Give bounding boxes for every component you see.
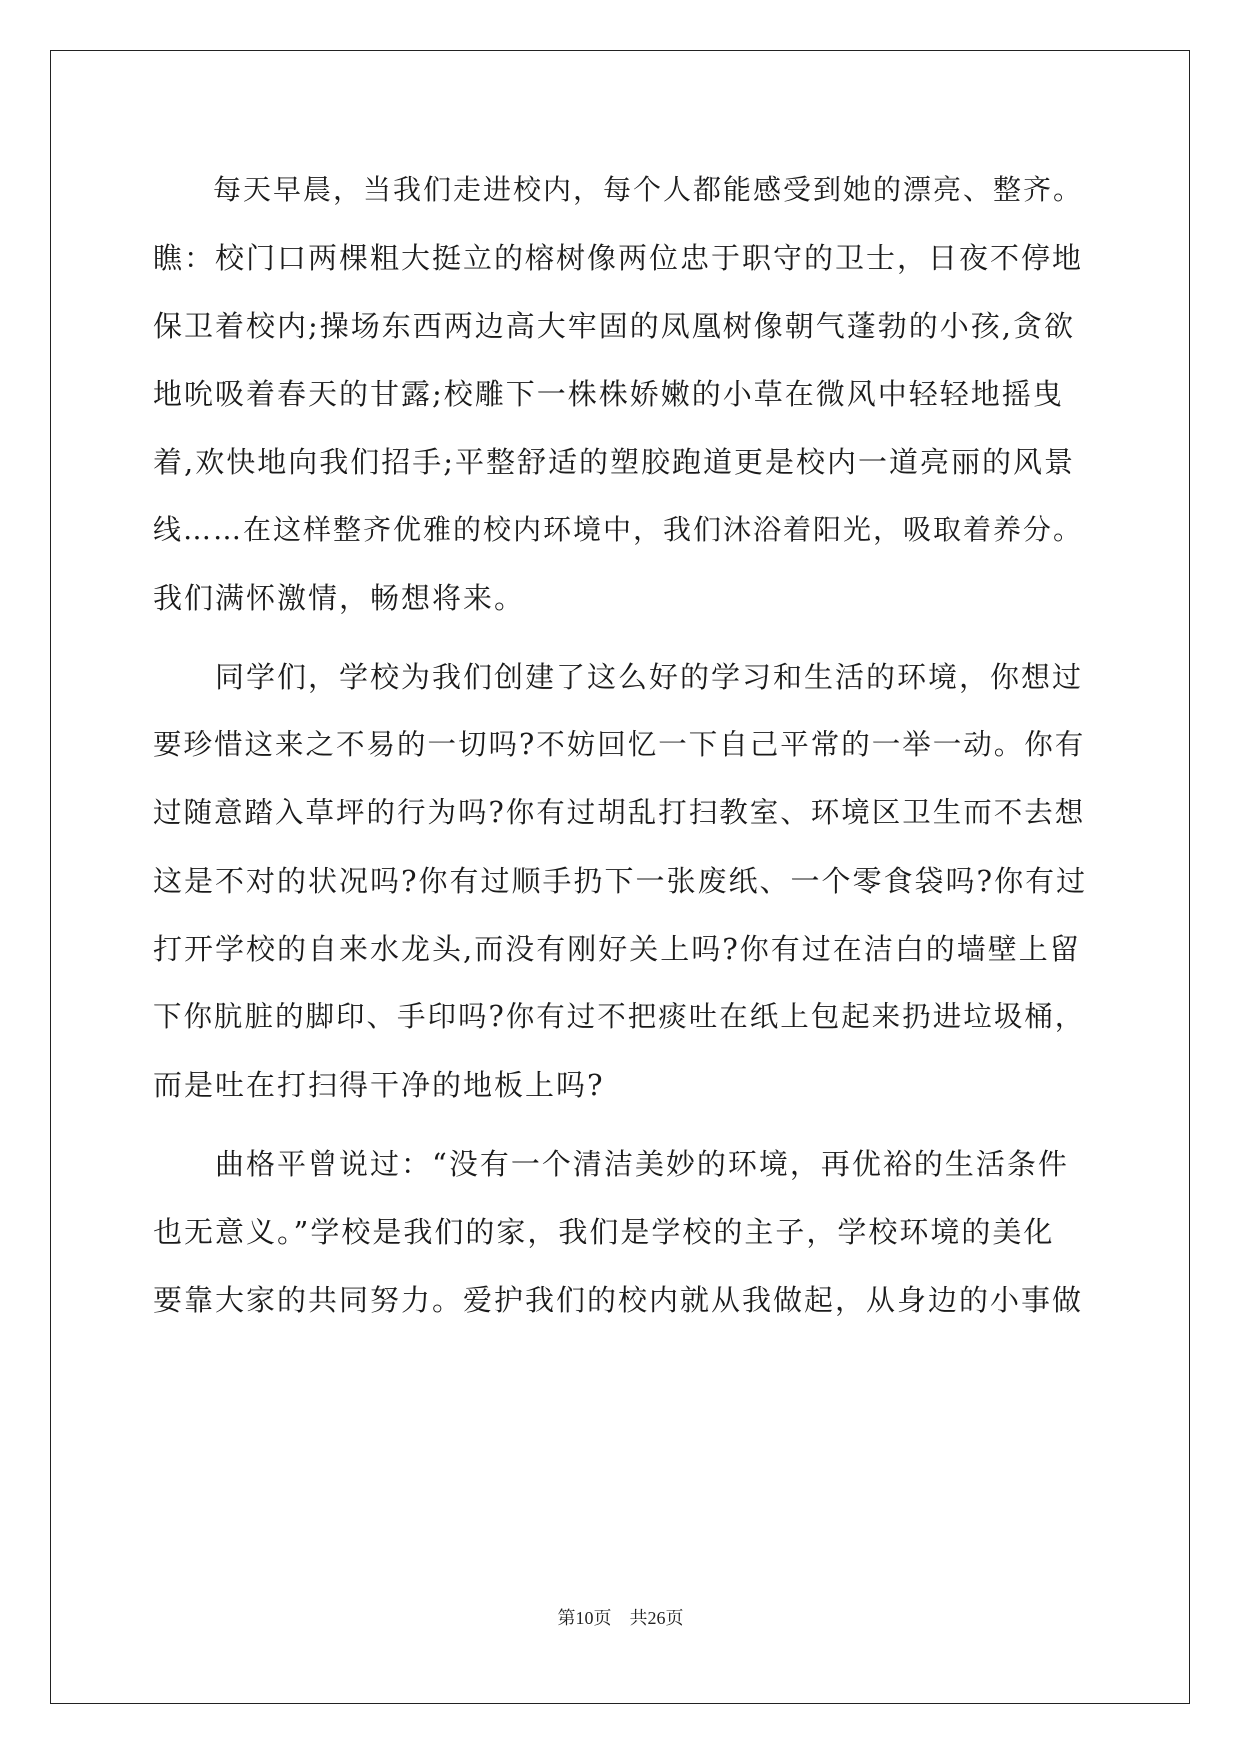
text-line: 过随意踏入草坪的行为吗?你有过胡乱打扫教室、环境区卫生而不去想 <box>153 796 1086 829</box>
text-line: 也无意义。”学校是我们的家，我们是学校的主子，学校环境的美化 <box>153 1215 1055 1249</box>
text-line: 而是吐在打扫得干净的地板上吗? <box>153 1068 605 1102</box>
text-line: 这是不对的状况吗?你有过顺手扔下一张废纸、一个零食袋吗?你有过 <box>153 864 1088 898</box>
text-line: 曲格平曾说过：“没有一个清洁美妙的环境，再优裕的生活条件 <box>153 1147 1069 1181</box>
text-line: 要珍惜这来之不易的一切吗?不妨回忆一下自己平常的一举一动。你有 <box>153 728 1086 761</box>
text-line: 我们满怀激情，畅想将来。 <box>153 581 526 615</box>
text-line: 线……在这样整齐优雅的校内环境中，我们沐浴着阳光，吸取着养分。 <box>153 513 1084 546</box>
page-number-footer: 第10页 共26页 <box>557 1608 684 1628</box>
text-line: 下你肮脏的脚印、手印吗?你有过不把痰吐在纸上包起来扔进垃圾桶， <box>153 1000 1086 1033</box>
text-line: 每天早晨，当我们走进校内，每个人都能感受到她的漂亮、整齐。 <box>153 173 1084 206</box>
text-line: 保卫着校内;操场东西两边高大牢固的凤凰树像朝气蓬勃的小孩,贪欲 <box>153 309 1075 343</box>
text-line: 地吮吸着春天的甘露;校雕下一株株娇嫩的小草在微风中轻轻地摇曳 <box>153 377 1064 411</box>
text-line: 打开学校的自来水龙头,而没有刚好关上吗?你有过在洁白的墙壁上留 <box>153 932 1081 966</box>
text-line: 要靠大家的共同努力。爱护我们的校内就从我做起，从身边的小事做 <box>153 1283 1084 1317</box>
text-line: 瞧：校门口两棵粗大挺立的榕树像两位忠于职守的卫士，日夜不停地 <box>153 241 1084 275</box>
text-line: 着,欢快地向我们招手;平整舒适的塑胶跑道更是校内一道亮丽的风景 <box>153 445 1075 479</box>
text-line: 同学们，学校为我们创建了这么好的学习和生活的环境，你想过 <box>153 660 1084 694</box>
